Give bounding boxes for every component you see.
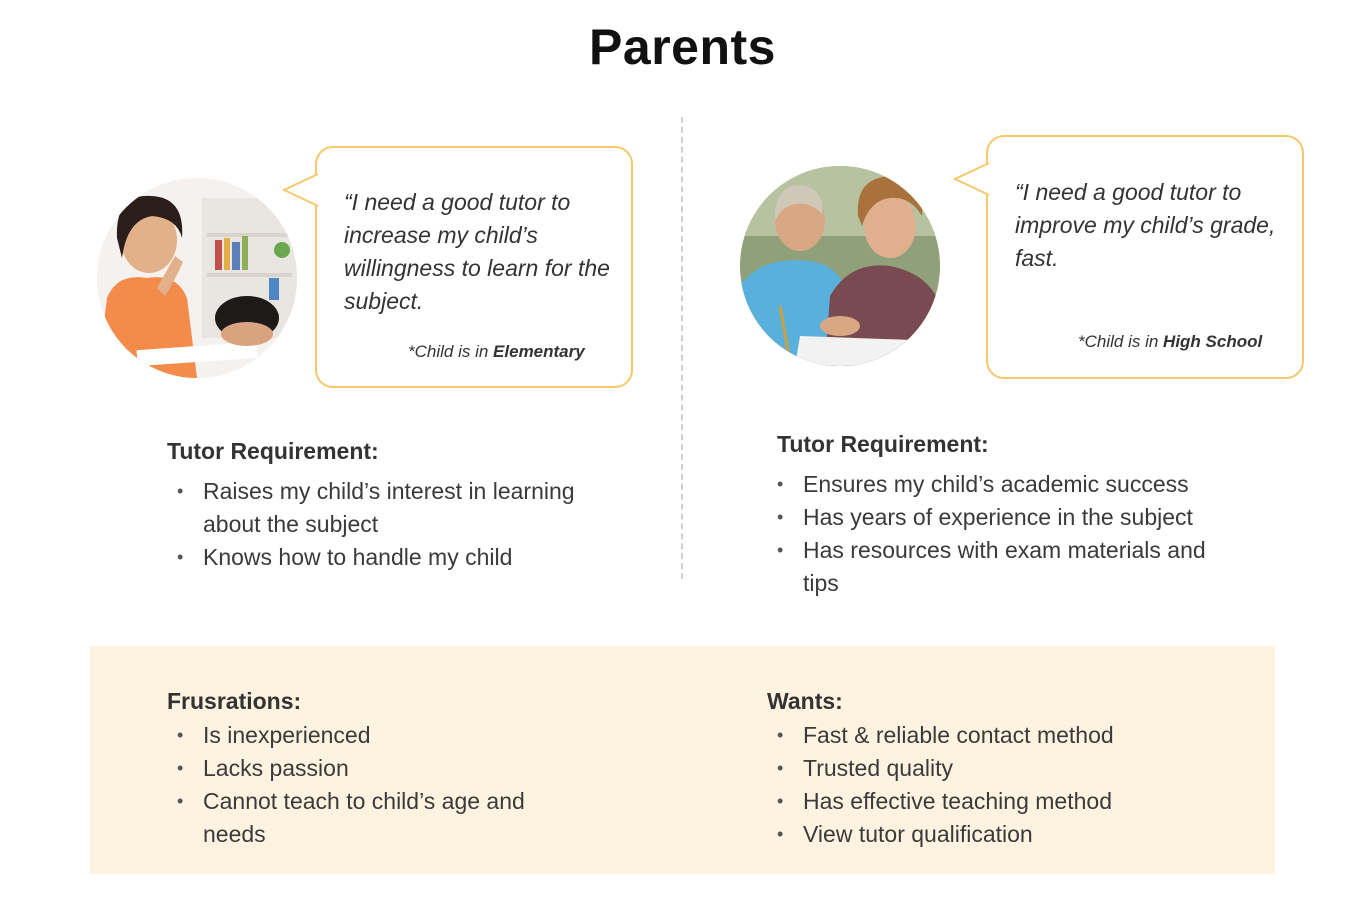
list-item: • Is inexperienced — [177, 722, 371, 748]
list-item: • Has years of experience in the subject — [777, 504, 1193, 530]
father-son-photo-icon — [740, 166, 940, 366]
list-item: • View tutor qualification — [777, 821, 1033, 847]
left-requirement-list — [167, 475, 627, 574]
bubble-tail-icon — [953, 161, 990, 197]
right-child-level-note: *Child is in High School — [1078, 332, 1263, 351]
mother-avatar — [97, 178, 297, 378]
list-item: • Ensures my child’s academic success — [777, 471, 1189, 497]
list-item: • Has effective teaching method — [777, 788, 1112, 814]
frustrations-title: Frusrations: — [167, 688, 302, 714]
mother-photo-icon — [97, 178, 297, 378]
left-quote-text: “I need a good tutor to increase my child’s willingness to learn for the subject. — [344, 189, 610, 314]
right-child-level: High School — [1163, 332, 1263, 351]
page-title: Parents — [589, 19, 776, 75]
wants-list — [767, 719, 1227, 851]
left-child-level: Elementary — [493, 342, 585, 361]
bubble-tail-icon — [282, 172, 319, 208]
left-child-level-note: *Child is in Elementary — [408, 342, 585, 361]
column-divider — [681, 117, 683, 579]
list-item: • Lacks passion — [177, 755, 349, 781]
left-requirement-title: Tutor Requirement: — [167, 438, 379, 464]
list-item: • Fast & reliable contact method — [777, 722, 1114, 748]
list-item: • Has resources with exam materials and tips — [777, 537, 1206, 596]
list-item: • Trusted quality — [777, 755, 953, 781]
right-requirement-title: Tutor Requirement: — [777, 431, 989, 457]
right-quote-text: “I need a good tutor to improve my child’s grade, fast. — [1015, 179, 1276, 271]
wants-title: Wants: — [767, 688, 843, 714]
list-item: • Cannot teach to child’s age and needs — [177, 788, 525, 847]
frustrations-list — [167, 719, 527, 851]
list-item: • Raises my child’s interest in learning about the subject — [177, 478, 575, 537]
father-son-avatar — [740, 166, 940, 366]
right-requirement-list — [767, 468, 1237, 600]
list-item: • Knows how to handle my child — [177, 544, 513, 570]
